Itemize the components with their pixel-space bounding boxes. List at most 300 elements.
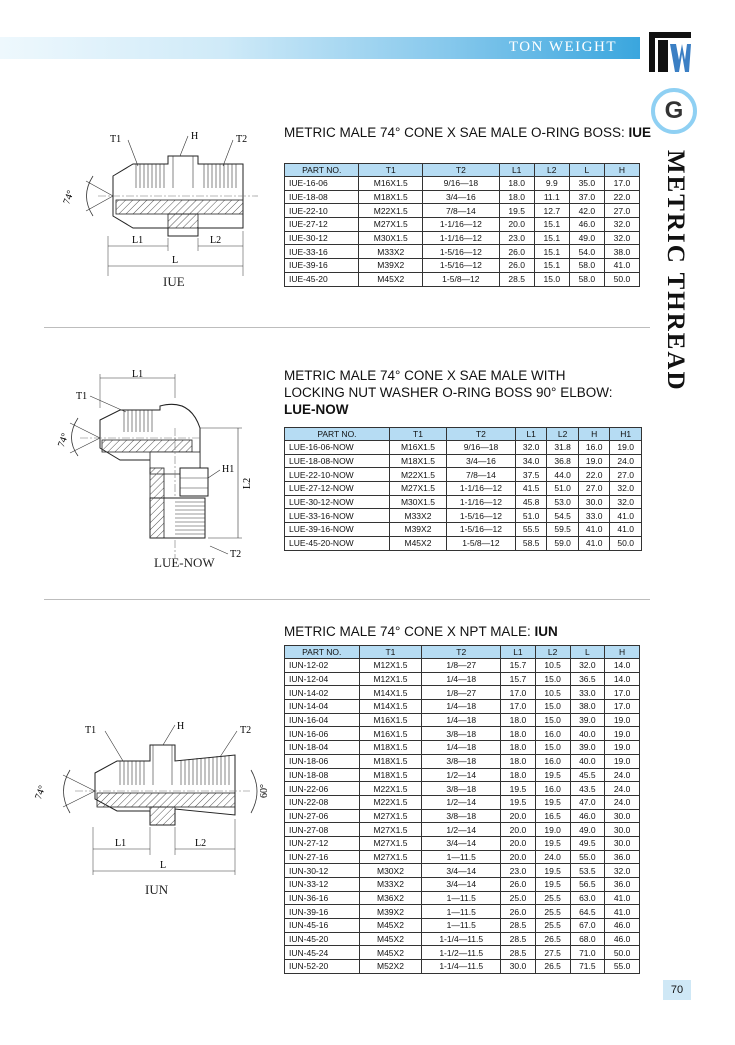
table-cell: 1/4—18	[422, 741, 501, 755]
table-cell: M36X2	[359, 891, 422, 905]
table-cell: 15.0	[535, 741, 570, 755]
table-cell: M14X1.5	[359, 700, 422, 714]
table-cell: 41.0	[610, 523, 642, 537]
part-number-cell: IUN-27-08	[285, 823, 360, 837]
table-cell: 50.0	[610, 536, 642, 550]
table-row	[285, 768, 640, 782]
table-cell: 49.0	[570, 823, 605, 837]
table-cell: M16X1.5	[359, 727, 422, 741]
table-cell: 1-1/4—11.5	[422, 932, 501, 946]
table-cell: 7/8—14	[423, 204, 500, 218]
table-cell: 17.0	[501, 700, 536, 714]
column-header: T1	[359, 646, 422, 659]
table-cell: 26.5	[535, 932, 570, 946]
table-cell: M18X1.5	[359, 741, 422, 755]
table-cell: 41.0	[578, 536, 610, 550]
table-cell: 54.0	[569, 245, 604, 259]
table-row	[285, 231, 640, 245]
table-cell: 1-1/4—11.5	[422, 960, 501, 974]
table-cell: 37.0	[569, 190, 604, 204]
table-cell: M39X2	[359, 259, 423, 273]
table-cell: 28.5	[501, 919, 536, 933]
table-cell: 3/8—18	[422, 782, 501, 796]
table-cell: 28.5	[501, 932, 536, 946]
table-cell: 25.5	[535, 891, 570, 905]
table-cell: 11.1	[534, 190, 569, 204]
table-cell: 19.5	[535, 795, 570, 809]
table-cell: 19.0	[605, 741, 640, 755]
table-cell: M45X2	[389, 536, 446, 550]
table-cell: 28.5	[501, 946, 536, 960]
table-cell: M16X1.5	[359, 177, 423, 191]
table-cell: 32.0	[604, 218, 639, 232]
table-row	[285, 523, 642, 537]
part-number-cell: IUN-36-16	[285, 891, 360, 905]
table-cell: 15.1	[534, 218, 569, 232]
iue-angle-label: 74°	[61, 188, 77, 206]
column-header: T1	[359, 164, 423, 177]
table-cell: M27X1.5	[359, 218, 423, 232]
table-row	[285, 905, 640, 919]
table-row	[285, 823, 640, 837]
part-number-cell: IUN-39-16	[285, 905, 360, 919]
part-number-cell: LUE-18-08-NOW	[285, 454, 390, 468]
lue-angle-label: 74°	[56, 431, 72, 449]
table-cell: 1/2—14	[422, 823, 501, 837]
iun-l2-label: L2	[195, 838, 207, 849]
table-cell: 20.0	[499, 218, 534, 232]
iue-t2-label: T2	[236, 134, 248, 145]
table-cell: 50.0	[605, 946, 640, 960]
table-cell: 41.0	[605, 905, 640, 919]
part-number-cell: IUN-22-08	[285, 795, 360, 809]
table-cell: 16.5	[535, 809, 570, 823]
table-cell: 16.0	[535, 782, 570, 796]
table-cell: 51.0	[515, 509, 547, 523]
table-cell: 46.0	[605, 919, 640, 933]
part-number-cell: IUN-27-16	[285, 850, 360, 864]
table-cell: 46.0	[569, 218, 604, 232]
table-cell: 1-5/8—12	[447, 536, 516, 550]
table-cell: 19.5	[535, 836, 570, 850]
brand-logo	[648, 30, 692, 74]
section-letter-badge: G	[651, 88, 697, 134]
lue-t2-label: T2	[230, 549, 242, 560]
table-cell: 24.0	[605, 795, 640, 809]
table-row	[285, 878, 640, 892]
table-row	[285, 672, 640, 686]
part-number-cell: IUN-18-04	[285, 741, 360, 755]
table-cell: 20.0	[501, 823, 536, 837]
table-cell: 15.0	[535, 672, 570, 686]
table-row	[285, 864, 640, 878]
column-header: H	[605, 646, 640, 659]
table-cell: 38.0	[604, 245, 639, 259]
table-cell: M33X2	[389, 509, 446, 523]
table-cell: 55.0	[570, 850, 605, 864]
lue-t1-label: T1	[76, 391, 88, 402]
table-cell: 25.5	[535, 905, 570, 919]
table-cell: 18.0	[501, 727, 536, 741]
iue-drawing	[58, 126, 268, 291]
table-cell: 10.5	[535, 686, 570, 700]
table-cell: 51.0	[547, 482, 579, 496]
table-cell: 37.5	[515, 468, 547, 482]
table-cell: 20.0	[501, 850, 536, 864]
table-cell: 59.5	[547, 523, 579, 537]
table-cell: 67.0	[570, 919, 605, 933]
table-cell: M22X1.5	[359, 782, 422, 796]
part-number-cell: IUN-14-04	[285, 700, 360, 714]
part-number-cell: LUE-33-16-NOW	[285, 509, 390, 523]
table-cell: M22X1.5	[359, 795, 422, 809]
table-cell: 22.0	[578, 468, 610, 482]
table-cell: 1-5/16—12	[447, 509, 516, 523]
table-row	[285, 177, 640, 191]
part-number-cell: IUN-16-06	[285, 727, 360, 741]
part-number-cell: IUN-12-02	[285, 659, 360, 673]
table-row	[285, 960, 640, 974]
table-cell: 68.0	[570, 932, 605, 946]
table-row	[285, 727, 640, 741]
table-cell: 36.8	[547, 454, 579, 468]
table-cell: 38.0	[570, 700, 605, 714]
table-cell: M39X2	[359, 905, 422, 919]
table-cell: 26.5	[535, 960, 570, 974]
table-cell: 46.0	[605, 932, 640, 946]
table-cell: 26.0	[499, 259, 534, 273]
part-number-cell: IUE-22-10	[285, 204, 359, 218]
table-row	[285, 454, 642, 468]
part-number-cell: IUE-45-20	[285, 272, 359, 286]
table-cell: 41.0	[604, 259, 639, 273]
table-cell: 19.0	[535, 823, 570, 837]
iun-drawing-caption: IUN	[145, 882, 169, 897]
table-cell: 64.5	[570, 905, 605, 919]
table-cell: M27X1.5	[389, 482, 446, 496]
table-cell: 58.0	[569, 259, 604, 273]
table-cell: 35.0	[569, 177, 604, 191]
table-cell: 32.0	[610, 482, 642, 496]
part-number-cell: IUN-52-20	[285, 960, 360, 974]
table-cell: 31.8	[547, 441, 579, 455]
table-cell: 39.0	[570, 741, 605, 755]
table-cell: 1-5/8—12	[423, 272, 500, 286]
table-cell: 54.5	[547, 509, 579, 523]
table-cell: 1—11.5	[422, 850, 501, 864]
table-cell: 18.0	[501, 713, 536, 727]
table-cell: M18X1.5	[359, 768, 422, 782]
table-cell: 1-1/16—12	[423, 231, 500, 245]
table-cell: 14.0	[605, 672, 640, 686]
table-cell: M18X1.5	[359, 754, 422, 768]
table-cell: 41.5	[515, 482, 547, 496]
table-cell: 3/4—14	[422, 836, 501, 850]
column-header: PART NO.	[285, 646, 360, 659]
table-cell: 17.0	[604, 177, 639, 191]
table-cell: 24.0	[605, 782, 640, 796]
table-cell: 18.0	[499, 190, 534, 204]
table-row	[285, 482, 642, 496]
table-cell: 1-1/2—11.5	[422, 946, 501, 960]
table-cell: M45X2	[359, 272, 423, 286]
table-cell: 1—11.5	[422, 891, 501, 905]
column-header: L1	[501, 646, 536, 659]
table-cell: M30X1.5	[389, 495, 446, 509]
table-cell: 32.0	[515, 441, 547, 455]
table-cell: 42.0	[569, 204, 604, 218]
table-cell: 3/4—16	[447, 454, 516, 468]
table-cell: M45X2	[359, 932, 422, 946]
table-cell: 41.0	[578, 523, 610, 537]
page-number: 70	[663, 980, 691, 1000]
table-cell: 32.0	[605, 864, 640, 878]
table-cell: 71.5	[570, 960, 605, 974]
table-cell: M27X1.5	[359, 823, 422, 837]
table-cell: 14.0	[605, 659, 640, 673]
table-cell: M12X1.5	[359, 672, 422, 686]
table-cell: 32.0	[604, 231, 639, 245]
table-cell: 1-1/16—12	[447, 495, 516, 509]
table-row	[285, 795, 640, 809]
iue-l-label: L	[172, 255, 179, 266]
table-row	[285, 741, 640, 755]
table-row	[285, 891, 640, 905]
part-number-cell: IUN-45-24	[285, 946, 360, 960]
table-cell: M30X2	[359, 864, 422, 878]
table-cell: 49.0	[569, 231, 604, 245]
table-row	[285, 509, 642, 523]
section-title-iun: METRIC MALE 74° CONE X NPT MALE: IUN	[284, 624, 558, 639]
table-row	[285, 932, 640, 946]
table-cell: 53.0	[547, 495, 579, 509]
lue-l2-label: L2	[242, 477, 253, 489]
table-cell: 1-1/16—12	[423, 218, 500, 232]
table-cell: 59.0	[547, 536, 579, 550]
iun-t1-label: T1	[85, 725, 97, 736]
table-cell: 45.8	[515, 495, 547, 509]
table-cell: 27.0	[610, 468, 642, 482]
column-header: L1	[515, 428, 547, 441]
table-cell: 18.0	[501, 754, 536, 768]
table-cell: 15.0	[535, 713, 570, 727]
column-header: L1	[499, 164, 534, 177]
lue-now-drawing-caption: LUE-NOW	[154, 555, 215, 570]
table-row	[285, 713, 640, 727]
table-cell: M16X1.5	[359, 713, 422, 727]
table-cell: 1/4—18	[422, 713, 501, 727]
table-cell: 55.5	[515, 523, 547, 537]
iun-l-label: L	[160, 860, 167, 871]
table-cell: 40.0	[570, 754, 605, 768]
table-cell: M33X2	[359, 878, 422, 892]
table-cell: 40.0	[570, 727, 605, 741]
table-cell: 15.1	[534, 259, 569, 273]
table-cell: 3/4—14	[422, 878, 501, 892]
table-cell: 32.0	[570, 659, 605, 673]
part-number-cell: LUE-45-20-NOW	[285, 536, 390, 550]
table-cell: 56.5	[570, 878, 605, 892]
table-cell: 19.0	[578, 454, 610, 468]
column-header: PART NO.	[285, 164, 359, 177]
table-row	[285, 754, 640, 768]
column-header: L2	[547, 428, 579, 441]
table-row	[285, 259, 640, 273]
table-cell: 33.0	[570, 686, 605, 700]
table-cell: 9.9	[534, 177, 569, 191]
table-row	[285, 919, 640, 933]
table-cell: 10.5	[535, 659, 570, 673]
table-row	[285, 245, 640, 259]
column-header: L2	[534, 164, 569, 177]
table-cell: 17.0	[605, 700, 640, 714]
table-row	[285, 809, 640, 823]
table-cell: 24.0	[610, 454, 642, 468]
table-row	[285, 782, 640, 796]
table-cell: 19.5	[535, 768, 570, 782]
table-cell: 1/8—27	[422, 659, 501, 673]
column-header: T2	[447, 428, 516, 441]
table-cell: 3/8—18	[422, 754, 501, 768]
table-cell: 19.0	[605, 713, 640, 727]
table-row	[285, 700, 640, 714]
iun-t2-label: T2	[240, 725, 252, 736]
iun-l1-label: L1	[115, 838, 127, 849]
table-cell: 45.5	[570, 768, 605, 782]
table-cell: 12.7	[534, 204, 569, 218]
table-cell: 16.0	[578, 441, 610, 455]
table-cell: 1/4—18	[422, 672, 501, 686]
part-number-cell: IUN-16-04	[285, 713, 360, 727]
column-header: T2	[423, 164, 500, 177]
table-row	[285, 495, 642, 509]
table-cell: 27.0	[604, 204, 639, 218]
part-number-cell: IUN-22-06	[285, 782, 360, 796]
table-cell: 32.0	[610, 495, 642, 509]
table-cell: 28.5	[499, 272, 534, 286]
table-cell: 34.0	[515, 454, 547, 468]
table-row	[285, 536, 642, 550]
table-cell: 1/2—14	[422, 768, 501, 782]
table-cell: 36.0	[605, 878, 640, 892]
table-cell: 30.0	[578, 495, 610, 509]
table-cell: 15.7	[501, 659, 536, 673]
table-cell: M27X1.5	[359, 836, 422, 850]
table-cell: M39X2	[389, 523, 446, 537]
table-cell: 24.0	[605, 768, 640, 782]
column-header: T1	[389, 428, 446, 441]
table-cell: 26.0	[501, 905, 536, 919]
table-cell: 1/8—27	[422, 686, 501, 700]
table-cell: 36.5	[570, 672, 605, 686]
table-cell: 1—11.5	[422, 905, 501, 919]
table-cell: 30.0	[501, 960, 536, 974]
iun-spec-table	[284, 645, 640, 974]
table-row	[285, 850, 640, 864]
part-number-cell: IUN-12-04	[285, 672, 360, 686]
part-number-cell: IUN-33-12	[285, 878, 360, 892]
iue-l2-label: L2	[210, 235, 222, 246]
table-row	[285, 204, 640, 218]
table-cell: 1-1/16—12	[447, 482, 516, 496]
table-cell: 23.0	[501, 864, 536, 878]
table-cell: 3/8—18	[422, 727, 501, 741]
iun-angle2-label: 60°	[259, 784, 270, 798]
table-cell: 63.0	[570, 891, 605, 905]
iue-drawing-caption: IUE	[163, 274, 185, 289]
table-cell: M18X1.5	[359, 190, 423, 204]
table-cell: 27.5	[535, 946, 570, 960]
column-header: H	[578, 428, 610, 441]
table-cell: 9/16—18	[447, 441, 516, 455]
table-cell: 15.0	[535, 700, 570, 714]
lue-h1-label: H1	[222, 464, 235, 475]
table-cell: 19.0	[605, 754, 640, 768]
column-header: L	[569, 164, 604, 177]
table-cell: 46.0	[570, 809, 605, 823]
table-cell: 18.0	[501, 741, 536, 755]
table-row	[285, 686, 640, 700]
table-cell: M22X1.5	[359, 204, 423, 218]
table-cell: 17.0	[605, 686, 640, 700]
table-cell: 19.5	[501, 782, 536, 796]
table-row	[285, 836, 640, 850]
table-cell: 1-5/16—12	[423, 259, 500, 273]
table-cell: M18X1.5	[389, 454, 446, 468]
iun-h-label: H	[177, 721, 185, 732]
table-cell: 15.0	[534, 272, 569, 286]
column-header: PART NO.	[285, 428, 390, 441]
part-number-cell: IUE-18-08	[285, 190, 359, 204]
table-cell: 25.0	[501, 891, 536, 905]
part-number-cell: IUN-45-20	[285, 932, 360, 946]
table-cell: M30X1.5	[359, 231, 423, 245]
part-number-cell: IUN-27-06	[285, 809, 360, 823]
table-cell: 15.1	[534, 245, 569, 259]
table-cell: 18.0	[499, 177, 534, 191]
table-row	[285, 272, 640, 286]
table-cell: 1/4—18	[422, 700, 501, 714]
table-cell: 1-5/16—12	[447, 523, 516, 537]
column-header: H	[604, 164, 639, 177]
iue-t1-label: T1	[110, 134, 122, 145]
table-cell: 16.0	[535, 727, 570, 741]
table-cell: M33X2	[359, 245, 423, 259]
column-header: H1	[610, 428, 642, 441]
table-cell: 19.5	[501, 795, 536, 809]
table-cell: 22.0	[604, 190, 639, 204]
table-row	[285, 190, 640, 204]
part-number-cell: IUE-33-16	[285, 245, 359, 259]
table-cell: 20.0	[501, 809, 536, 823]
table-cell: 3/8—18	[422, 809, 501, 823]
part-number-cell: IUE-27-12	[285, 218, 359, 232]
part-number-cell: IUN-30-12	[285, 864, 360, 878]
table-cell: 47.0	[570, 795, 605, 809]
table-cell: 7/8—14	[447, 468, 516, 482]
table-cell: 15.1	[534, 231, 569, 245]
table-cell: 50.0	[604, 272, 639, 286]
table-cell: 20.0	[501, 836, 536, 850]
table-cell: 3/4—14	[422, 864, 501, 878]
column-header: L	[570, 646, 605, 659]
table-cell: 26.0	[501, 878, 536, 892]
table-cell: M14X1.5	[359, 686, 422, 700]
table-cell: 55.0	[605, 960, 640, 974]
lue-l1-label: L1	[132, 369, 144, 380]
part-number-cell: IUN-27-12	[285, 836, 360, 850]
table-cell: M27X1.5	[359, 850, 422, 864]
